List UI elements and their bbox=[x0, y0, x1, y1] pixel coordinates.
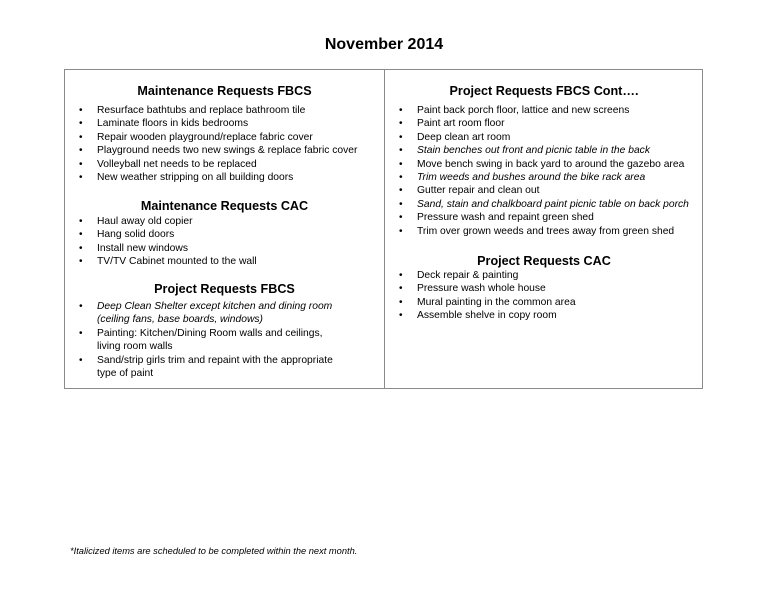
list-item: • Deck repair & painting bbox=[385, 269, 695, 282]
list-item: • Move bench swing in back yard to around the gazebo area bbox=[385, 158, 695, 171]
list-item: • Playground needs two new swings & replace fabric cover bbox=[65, 144, 365, 157]
list-maintenance-fbcs bbox=[65, 104, 365, 184]
section-heading-project-fbcs-cont: Project Requests FBCS Cont…. bbox=[449, 84, 639, 98]
list-item: • Deep Clean Shelter except kitchen and dining room (ceiling fans, base boards, windows) bbox=[65, 300, 347, 327]
list-item: • Hang solid doors bbox=[65, 228, 365, 241]
list-item: • Sand, stain and chalkboard paint picnic table on back porch bbox=[385, 198, 695, 211]
list-item: • Pressure wash whole house bbox=[385, 282, 695, 295]
section-heading-project-cac: Project Requests CAC bbox=[477, 254, 611, 268]
list-item: • New weather stripping on all building doors bbox=[65, 171, 365, 184]
list-item: • Repair wooden playground/replace fabric cover bbox=[65, 131, 365, 144]
list-item: • Paint back porch floor, lattice and new screens bbox=[385, 104, 695, 117]
list-item: • Trim over grown weeds and trees away from green shed bbox=[385, 225, 695, 238]
page-title: November 2014 bbox=[324, 36, 444, 53]
list-item: • Install new windows bbox=[65, 242, 365, 255]
list-maintenance-cac bbox=[65, 215, 365, 269]
list-item: • Assemble shelve in copy room bbox=[385, 309, 695, 322]
list-item: • Painting: Kitchen/Dining Room walls and ceilings, living room walls bbox=[65, 327, 347, 354]
list-item: • Laminate floors in kids bedrooms bbox=[65, 117, 365, 130]
list-item: • Volleyball net needs to be replaced bbox=[65, 158, 365, 171]
section-heading-maintenance-fbcs: Maintenance Requests FBCS bbox=[137, 84, 312, 98]
requests-table bbox=[64, 69, 703, 389]
section-heading-maintenance-cac: Maintenance Requests CAC bbox=[140, 199, 309, 213]
list-project-fbcs-cont bbox=[385, 104, 695, 238]
section-heading-project-fbcs: Project Requests FBCS bbox=[154, 282, 295, 296]
list-item: • Haul away old copier bbox=[65, 215, 365, 228]
list-item: • Paint art room floor bbox=[385, 117, 695, 130]
list-item: • Resurface bathtubs and replace bathroom tile bbox=[65, 104, 365, 117]
list-item: • Deep clean art room bbox=[385, 131, 695, 144]
footnote: *Italicized items are scheduled to be completed within the next month. bbox=[70, 546, 358, 556]
list-item: • Sand/strip girls trim and repaint with the appropriate type of paint bbox=[65, 354, 347, 381]
list-item: • Trim weeds and bushes around the bike rack area bbox=[385, 171, 695, 184]
list-item: • TV/TV Cabinet mounted to the wall bbox=[65, 255, 365, 268]
list-item: • Stain benches out front and picnic table in the back bbox=[385, 144, 695, 157]
list-project-cac bbox=[385, 269, 695, 323]
list-item: • Gutter repair and clean out bbox=[385, 184, 695, 197]
list-item: • Mural painting in the common area bbox=[385, 296, 695, 309]
list-item: • Pressure wash and repaint green shed bbox=[385, 211, 695, 224]
list-project-fbcs bbox=[65, 300, 347, 380]
